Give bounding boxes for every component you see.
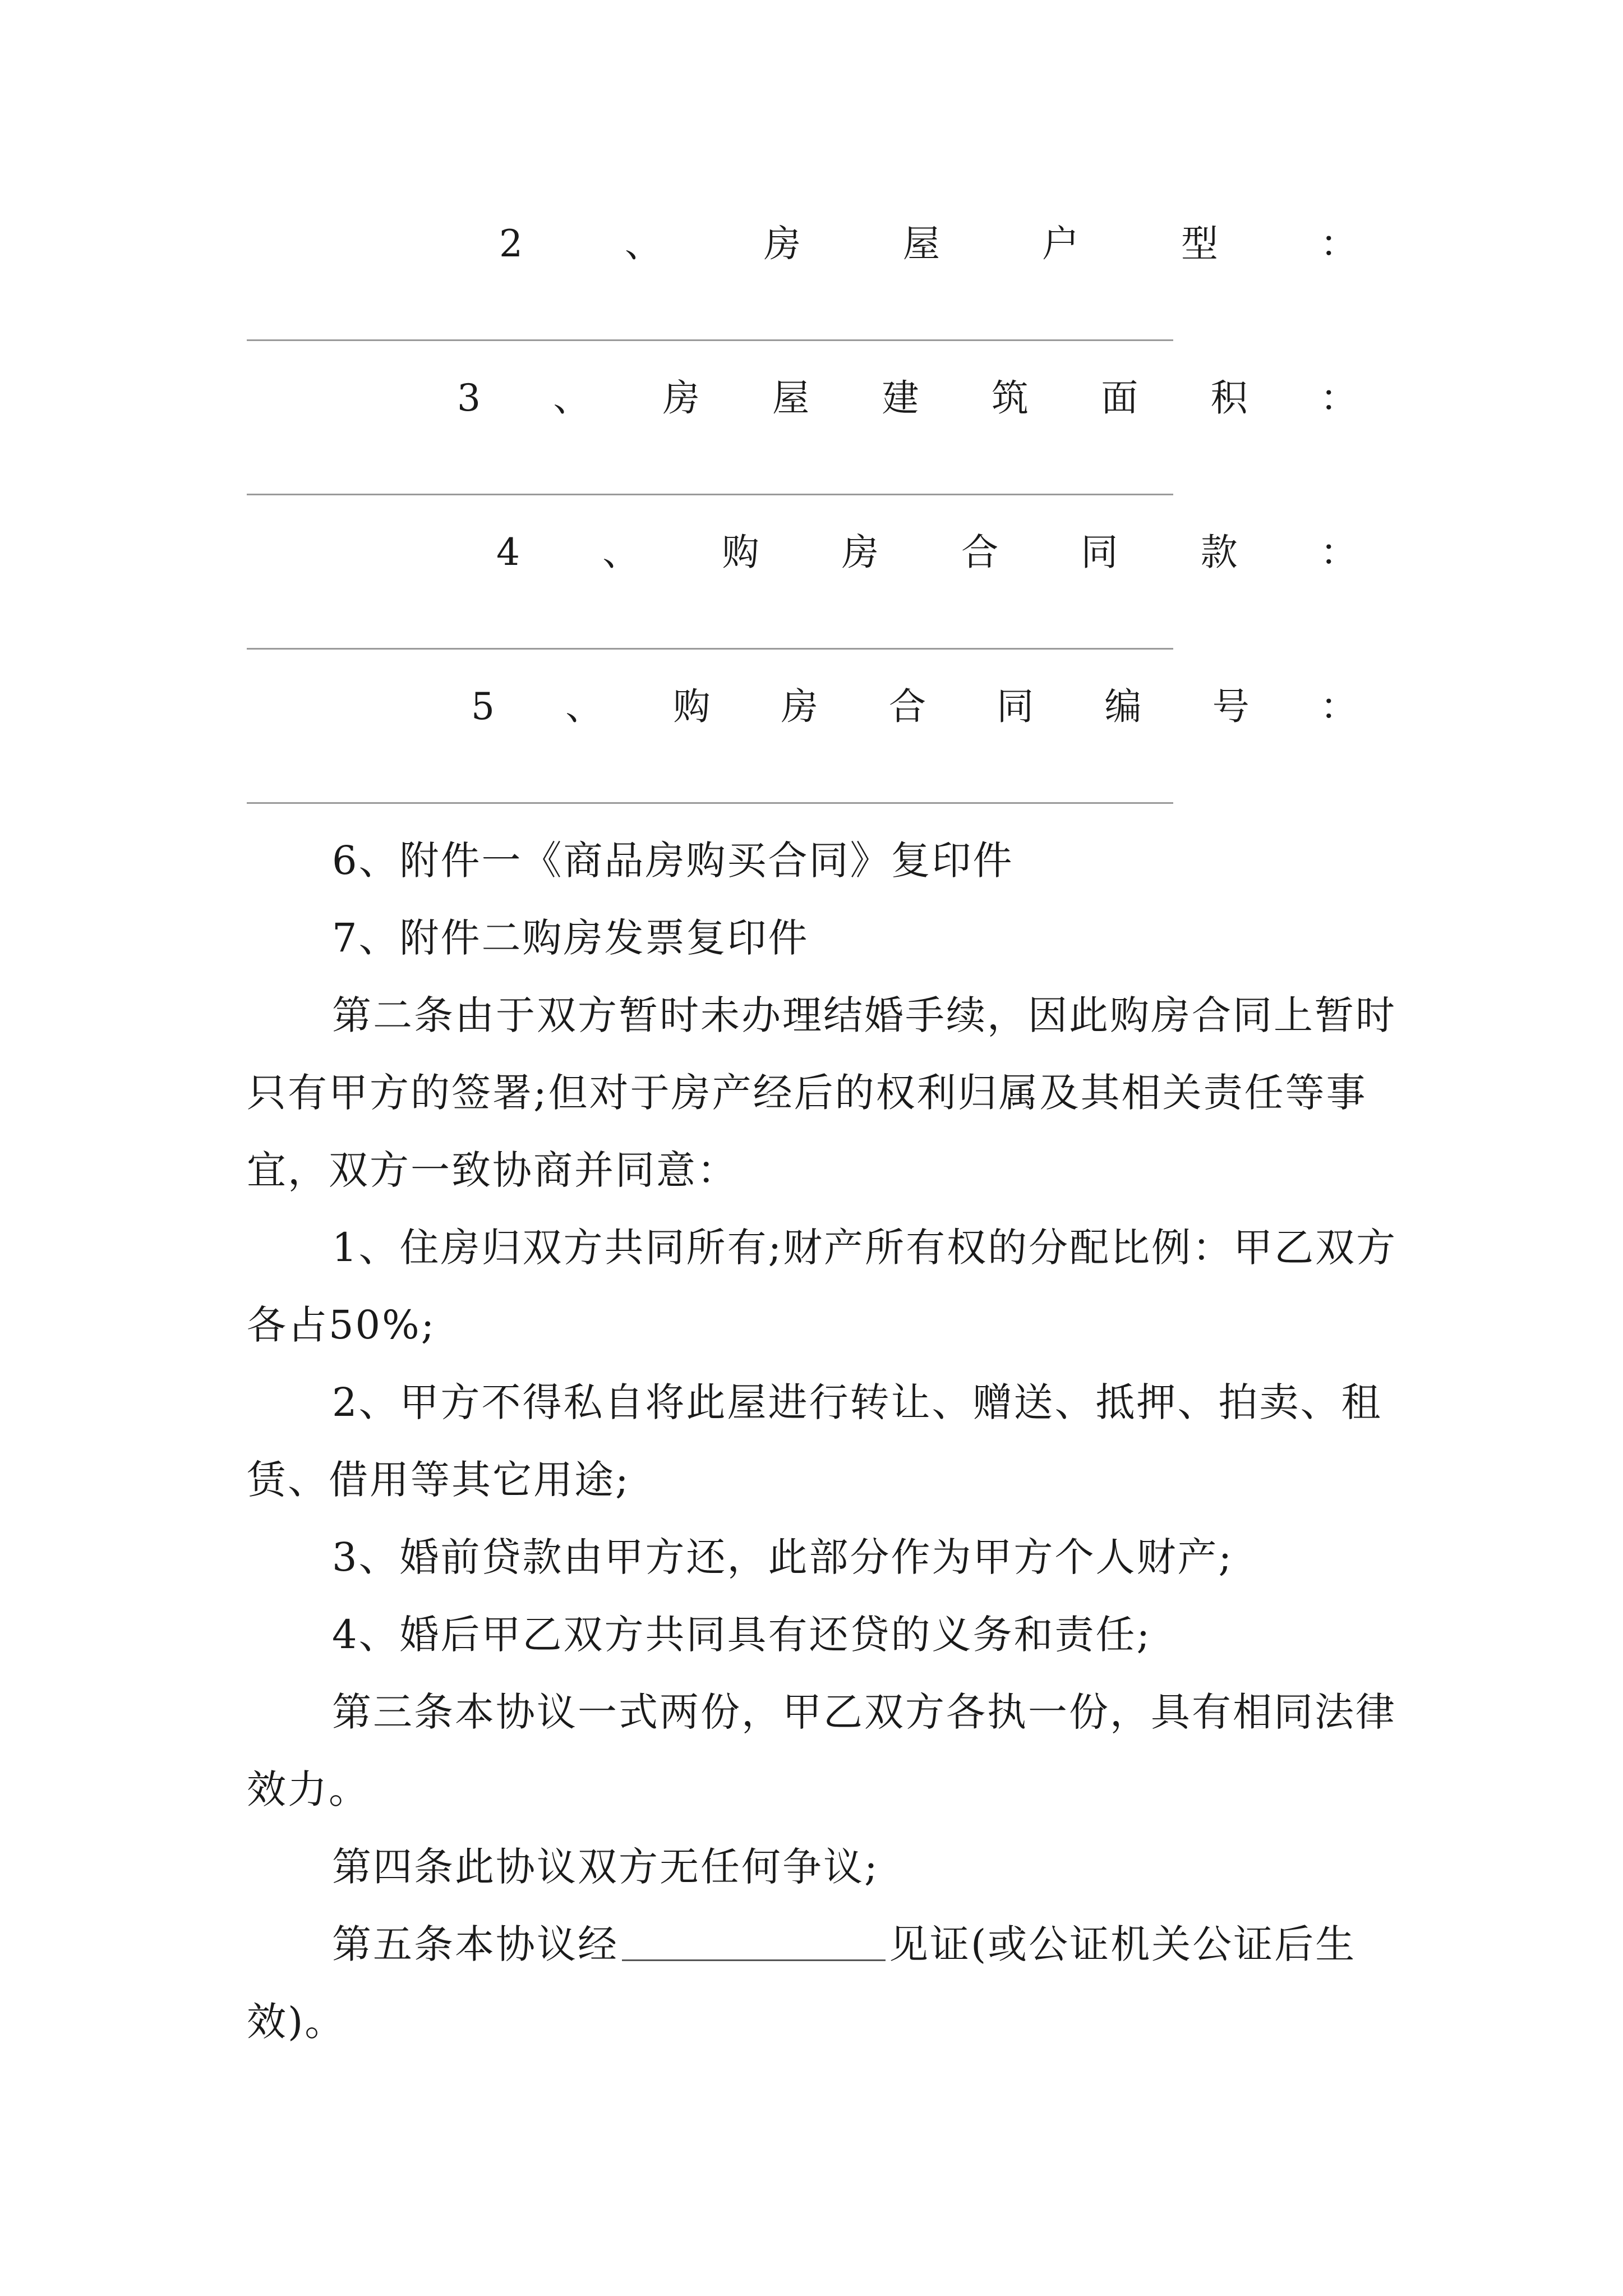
field-char: 建 xyxy=(882,376,919,420)
field-char: 户 xyxy=(1042,222,1079,265)
article-5 xyxy=(247,1906,1413,2060)
article-3: 第三条本协议一式两份，甲乙双方各执一份，具有相同法律效力。 xyxy=(247,1689,1396,1812)
field-char: 合 xyxy=(889,685,926,728)
field-char: 房 xyxy=(764,222,801,265)
field-char: 筑 xyxy=(991,376,1029,420)
field-row-house-type xyxy=(499,219,1357,269)
field-char: ： xyxy=(1320,222,1357,265)
field-char: ： xyxy=(1320,376,1357,420)
field-char: 、 xyxy=(602,531,640,574)
field-char: ： xyxy=(1320,531,1357,574)
article-4: 第四条此协议双方无任何争议; xyxy=(332,1844,879,1890)
field-char: 房 xyxy=(662,376,700,420)
field-row-building-area xyxy=(457,373,1357,424)
fill-line xyxy=(247,494,1173,495)
field-char: ： xyxy=(1320,685,1357,728)
field-char: 合 xyxy=(961,531,999,574)
field-char: 房 xyxy=(841,531,879,574)
field-char: 、 xyxy=(553,376,591,420)
field-char: 屋 xyxy=(772,376,810,420)
field-char: 5 xyxy=(471,685,495,728)
field-char: 3 xyxy=(457,376,481,420)
article-2: 第二条由于双方暂时未办理结婚手续，因此购房合同上暂时只有甲方的签署;但对于房产经后的权利归属及其相关责任等事宜，双方一致协商并同意： xyxy=(247,992,1396,1193)
field-char: 款 xyxy=(1200,531,1238,574)
field-char: 房 xyxy=(781,685,818,728)
witness-blank xyxy=(622,1925,886,1961)
field-char: 2 xyxy=(499,222,523,265)
fill-line xyxy=(247,802,1173,804)
attachment-1: 6、附件一《商品房购买合同》复印件 xyxy=(332,838,1014,884)
field-char: 、 xyxy=(565,685,603,728)
field-char: 4 xyxy=(496,531,520,574)
clause-4: 4、婚后甲乙双方共同具有还贷的义务和责任; xyxy=(332,1612,1152,1658)
field-char: 同 xyxy=(1081,531,1118,574)
field-char: 、 xyxy=(625,222,662,265)
field-char: 积 xyxy=(1210,376,1248,420)
article-5-prefix: 第五条本协议经 xyxy=(332,1921,619,1967)
field-row-contract-number xyxy=(471,682,1357,732)
field-char: 型 xyxy=(1181,222,1218,265)
attachment-2: 7、附件二购房发票复印件 xyxy=(332,915,809,961)
clause-1: 1、住房归双方共同所有;财产所有权的分配比例：甲乙双方各占50%; xyxy=(247,1225,1398,1348)
field-char: 号 xyxy=(1212,685,1249,728)
clause-2: 2、甲方不得私自将此屋进行转让、赠送、抵押、拍卖、租赁、借用等其它用途; xyxy=(247,1379,1382,1503)
field-char: 购 xyxy=(722,531,759,574)
field-char: 同 xyxy=(997,685,1034,728)
article-5-suffix: 见证(或公证机关公证后生效)。 xyxy=(247,1921,1357,2045)
field-char: 购 xyxy=(673,685,711,728)
fill-line xyxy=(247,648,1173,650)
field-char: 面 xyxy=(1101,376,1138,420)
field-row-contract-amount xyxy=(496,527,1357,578)
field-char: 屋 xyxy=(903,222,940,265)
clause-3: 3、婚前贷款由甲方还，此部分作为甲方个人财产; xyxy=(332,1534,1234,1580)
field-char: 编 xyxy=(1104,685,1142,728)
fill-line xyxy=(247,339,1173,341)
